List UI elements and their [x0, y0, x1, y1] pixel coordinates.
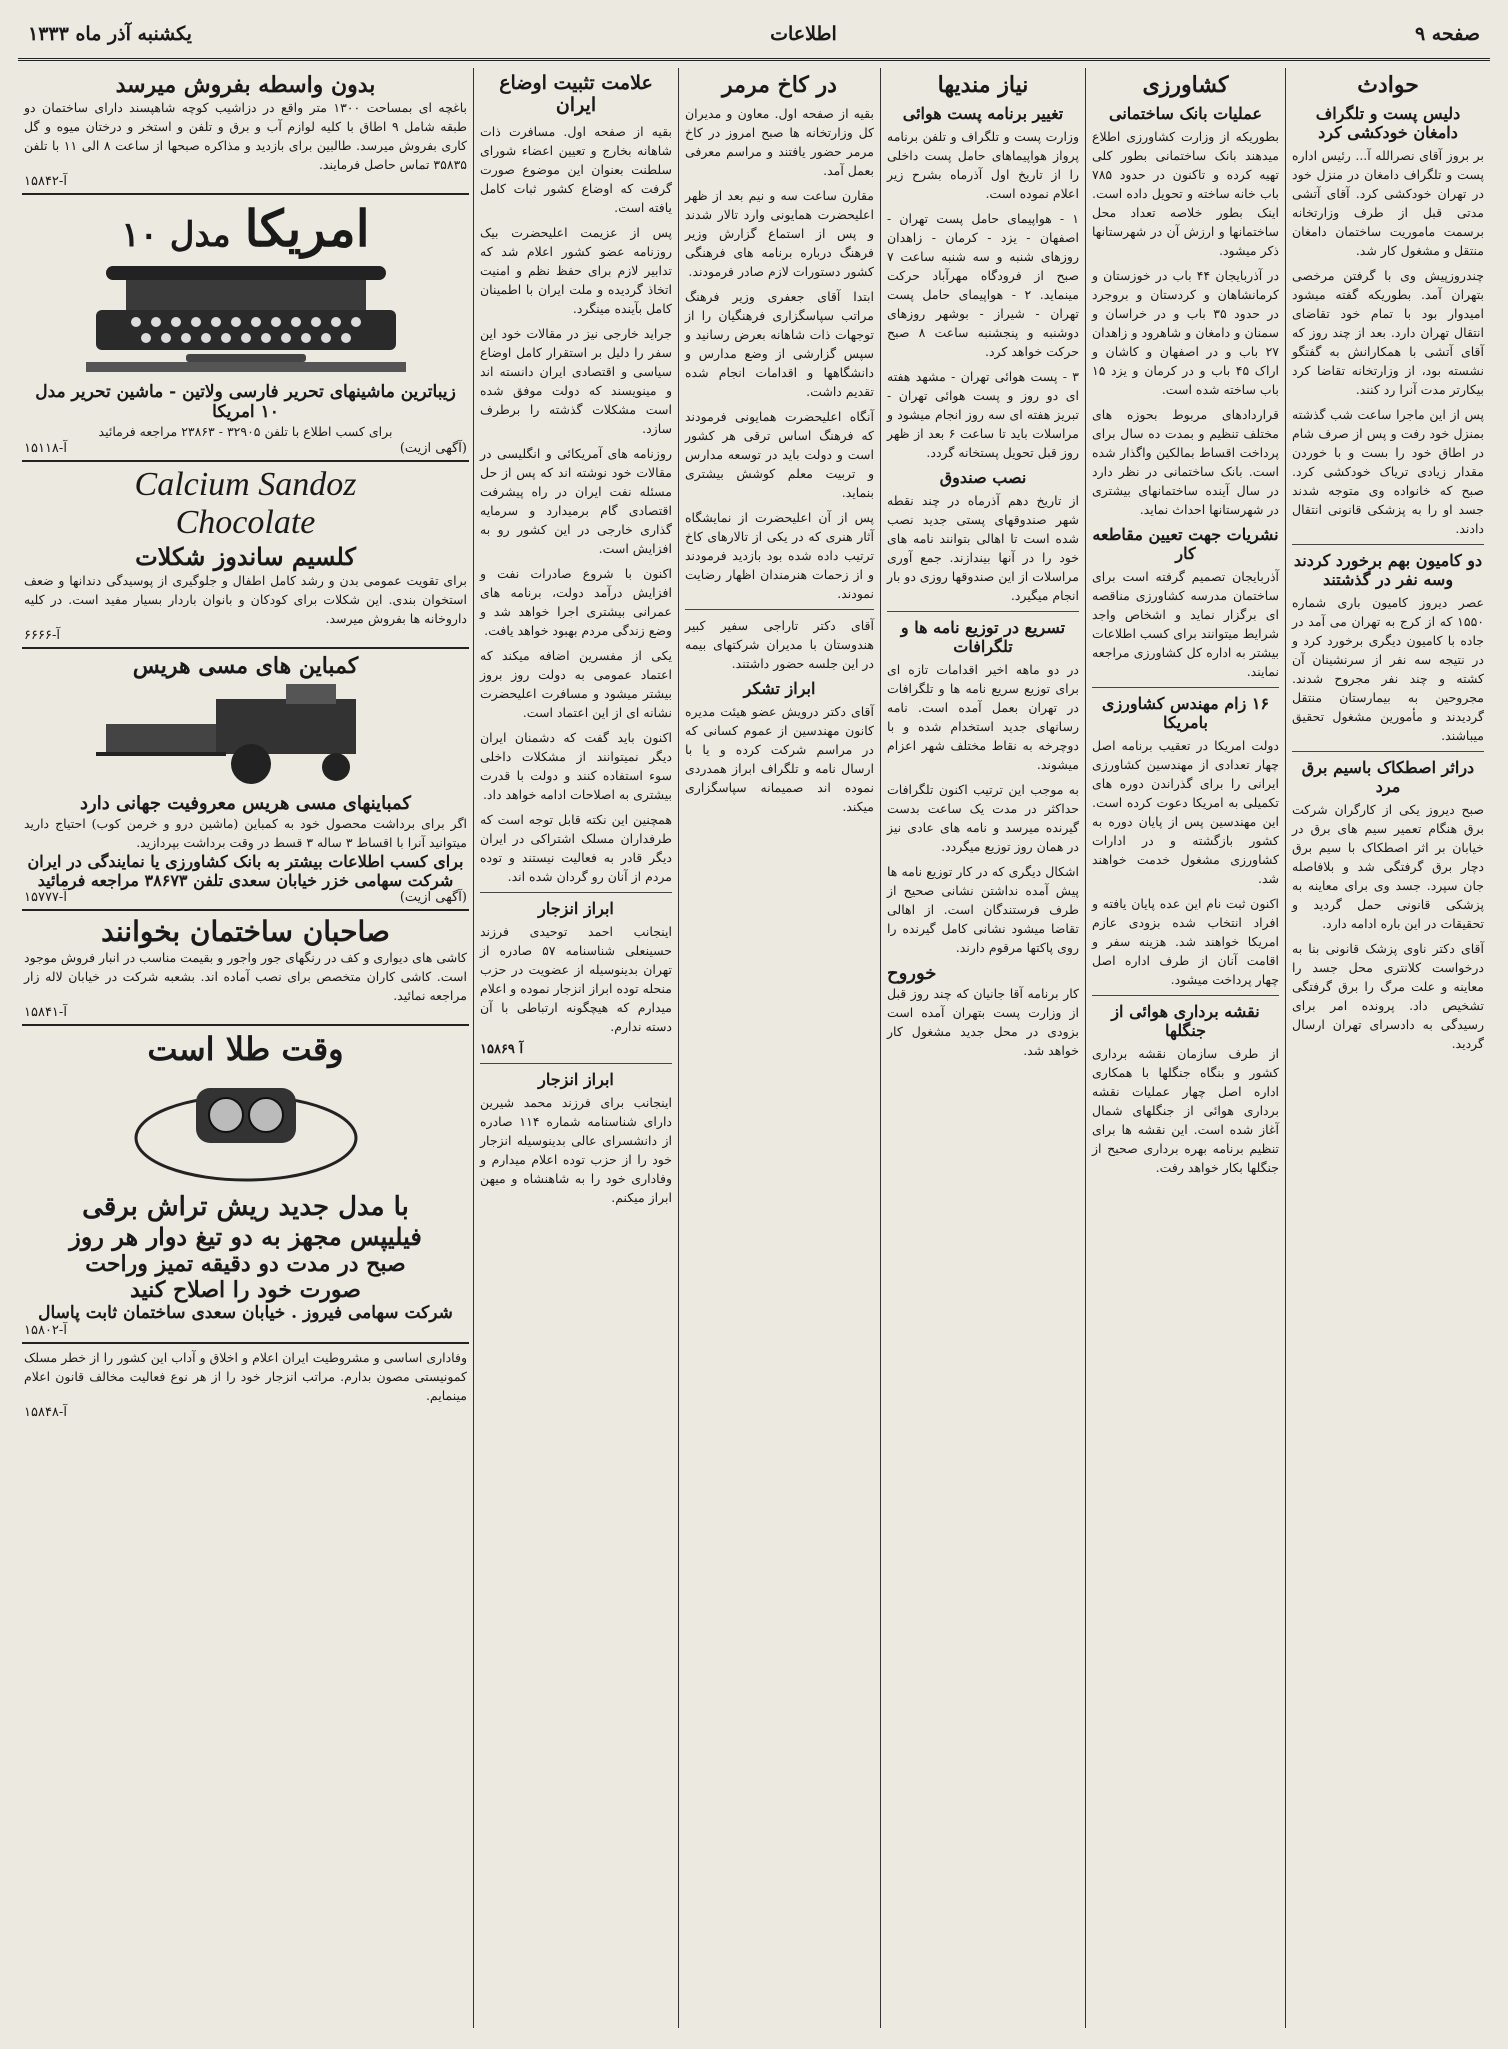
needs-title: نیاز مندیها	[937, 72, 1029, 98]
building-ad-text: باغچه ای بمساحت ۱۳۰۰ متر واقع در دزاشیب کوچه شاهپسند دارای ساختمان دو طبقه شامل ۹ اطاق با کلیه لوازم آب و برق و تلفن و استخر و درختان میوه و گل کاری بفروش میرسد. طالبین برای بازدید و مذاکره صبحها از ساعت ۸ الی ۱۱ با تلفن ۳۵۸۳۵ تماس حاصل فرمایند.	[24, 100, 467, 172]
newspaper-page	[18, 10, 1490, 2040]
agriculture-headline-1: عملیات بانک ساختمانی	[1108, 104, 1262, 123]
agriculture-title: کشاورزی	[1142, 72, 1229, 98]
typewriter-model: مدل ۱۰	[121, 215, 231, 255]
needs-paragraph: به موجب این ترتیب اکنون تلگرافات حداکثر در مدت یک ساعت بدست گیرنده میرسد و نامه های عادی نیز در همان روز توزیع میگردد.	[887, 782, 1079, 854]
events-headline-2: دو کامیون بهم برخورد کردند وسه نفر در گذشتند	[1293, 551, 1483, 589]
marble-paragraph: آنگاه اعلیحضرت همایونی فرمودند که فرهنگ اساس ترقی هر کشور است و دولت باید در توسعه مدارس و تربیت معلم کوشش بیشتری بنماید.	[685, 409, 874, 500]
owners-text: کاشی های دیواری و کف در رنگهای جور واجور و بقیمت مناسب در انبار فروش موجود است. کاشی کاران متخصص برای نصب آماده اند. بشعبه شرکت در خیابان لاله زار مراجعه نمائید.	[24, 950, 467, 1003]
calcium-ad	[22, 462, 469, 649]
divider	[685, 609, 874, 610]
iran-paragraph: اکنون با شروع صادرات نفت و افزایش درآمد دولت، برنامه های عمرانی بیشتری اجرا خواهد شد و وضع زندگی مردم بهبود خواهد یافت.	[480, 566, 672, 638]
needs-paragraph: وزارت پست و تلگراف و تلفن برنامه پرواز هواپیماهای حامل پست داخلی را از تاریخ اول آذرماه بشرح زیر اعلام نموده است.	[887, 129, 1079, 201]
needs-signature: خوروح	[887, 963, 937, 984]
agriculture-paragraph: آذربایجان تصمیم گرفته است برای ساختمان مدرسه کشاورزی مناقصه ای برگزار نماید و اشخاص واجد شرایط میتوانند برای کسب اطلاعات بیشتر به اداره کل کشاورزی مراجعه نمایند.	[1092, 569, 1279, 679]
iran-column	[473, 68, 678, 2028]
iran-paragraph: اکنون باید گفت که دشمنان ایران دیگر نمیتوانند از مشکلات داخلی سوء استفاده کنند و دولت با قدرت بیشتری به اصلاحات ادامه خواهد داد.	[480, 730, 672, 802]
owners-code: آ-۱۵۸۴۱	[24, 1005, 67, 1020]
electric-shaver-icon	[116, 1068, 376, 1188]
calcium-text: برای تقویت عمومی بدن و رشد کامل اطفال و جلوگیری از پوسیدگی دندانها و ضعف استخوان بندی. این شکلات برای کودکان و بانوان باردار بسیار مفید است. در کلیه داروخانه ها بفروش میرسد.	[24, 573, 467, 626]
marble-paragraph: آقای دکتر تاراجی سفیر کبیر هندوستان با مدیران شرکتهای بیمه در این جلسه حضور داشتند.	[685, 618, 874, 671]
shaver-line-1: با مدل جدید ریش تراش برقی	[82, 1192, 409, 1222]
iran-paragraph: جراید خارجی نیز در مقالات خود این سفر را دلیل بر استقرار کامل اوضاع سیاسی و اقتصادی ایران دانسته اند و مینویسند که دولت موفق شده است مشکلات گذشته را برطرف سازد.	[480, 326, 672, 436]
iran-paragraph: پس از عزیمت اعلیحضرت بیک روزنامه عضو کشور اعلام شد که تدابیر لازم برای حفظ نظم و امنیت اتخاذ گردیده و ملت ایران با اطمینان کامل بآینده مینگرد.	[480, 225, 672, 316]
marble-column	[678, 68, 880, 2028]
divider	[1092, 687, 1279, 688]
combine-ad	[22, 649, 469, 911]
shaver-line-4: صورت خود را اصلاح کنید	[130, 1277, 361, 1303]
combine-note: (آگهی ازیت)	[399, 890, 467, 905]
divider	[1292, 751, 1484, 752]
needs-paragraph: در دو ماهه اخیر اقدامات تازه ای برای توزیع سریع نامه ها و تلگرافات در تهران بعمل آمده است. نامه رسانهای جدید استخدام شده و با دوچرخه به نقاط مختلف شهر اعزام میشوند.	[887, 662, 1079, 772]
shaver-contact: شرکت سهامی فیروز . خیابان سعدی ساختمان ثابت پاسال	[38, 1303, 453, 1323]
iran-paragraph: روزنامه های آمریکائی و انگلیسی در مقالات خود نوشته اند که پس از حل مسئله نفت ایران در راه پیشرفت اقتصادی گام برمیدارد و سرمایه گذاری خارجی در این کشور رو به افزایش است.	[480, 446, 672, 556]
marble-paragraph: پس از آن اعلیحضرت از نمایشگاه آثار هنری که در یکی از تالارهای کاخ ترتیب داده شده بود بازدید فرمودند و از زحمات هنرمندان اظهار رضایت نمودند.	[685, 510, 874, 601]
typewriter-line-2: برای کسب اطلاع با تلفن ۳۲۹۰۵ - ۲۳۸۶۳ مراجعه فرمائید	[98, 424, 393, 439]
marble-paragraph: مقارن ساعت سه و نیم بعد از ظهر اعلیحضرت همایونی وارد تالار شدند و پس از استماع گزارش وزیر فرهنگ درباره برنامه های فرهنگی کشور دستورات لازم صادر فرمودند.	[685, 188, 874, 279]
shaver-code: آ-۱۵۸۰۲	[24, 1323, 67, 1338]
needs-paragraph: کار برنامه آقا جانیان که چند روز قبل از وزارت پست بتهران آمده است بزودی در محل جدید مشغول کار خواهد شد.	[887, 986, 1079, 1058]
newspaper-name: اطلاعات	[770, 23, 837, 45]
shaver-line-3: صبح در مدت دو دقیقه تمیز وراحت	[85, 1251, 406, 1277]
calcium-title: کلسیم ساندوز شکلات	[135, 542, 356, 571]
iran-paragraph: اینجانب برای فرزند محمد شیرین دارای شناسنامه شماره ۱۱۴ صادره از دانشسرای عالی بدینوسیله انزجار خود را از حزب توده اعلام میدارم و وفاداری خود را به شاهنشاه و میهن ابراز میکنم.	[480, 1095, 672, 1205]
agriculture-paragraph: قراردادهای مربوط بحوزه های مختلف تنظیم و بمدت ده سال برای پرداخت اقساط بمالکین واگذار شده است. بانک ساختمانی در نظر دارد در سال آینده ساختمانهای بیشتری در شهرستانها احداث نماید.	[1092, 407, 1279, 517]
events-column	[1285, 68, 1490, 2028]
needs-paragraph: ۱ - هواپیمای حامل پست تهران - اصفهان - یزد - کرمان - زاهدان روزهای شنبه و سه شنبه ساعت ۷ صبح از فرودگاه مهرآباد حرکت مینماید. ۲ - هواپیمای حامل پست تهران - شیراز - بوشهر روزهای دوشنبه و پنجشنبه ساعت ۸ صبح حرکت خواهد کرد.	[887, 211, 1080, 359]
agriculture-paragraph: از طرف سازمان نقشه برداری کشور و بنگاه جنگلها با همکاری اداره اصل چهار عملیات نقشه برداری هوائی از جنگلهای شمال آغاز شده است. این نقشه ها برای تنظیم برنامه بهره برداری صحیح از جنگلها بکار خواهد رفت.	[1092, 1046, 1279, 1175]
issue-date: یکشنبه آذر ماه ۱۳۳۳	[28, 23, 192, 45]
needs-paragraph: از تاریخ دهم آذرماه در چند نقطه شهر صندوقهای پستی جدید نصب شده است تا اهالی بتوانند نامه های خود را در آنها بیندازند. جمع آوری مراسلات از این صندوقها روزی دو بار انجام میگیرد.	[887, 493, 1079, 603]
building-ad-title: بدون واسطه بفروش میرسد	[115, 72, 376, 98]
owners-ad	[22, 911, 469, 1026]
agriculture-paragraph: در آذربایجان ۴۴ باب در خوزستان و کرمانشاهان و کردستان و بروجرد در حدود ۳۵ باب و در خراسان و سمنان و دامغان و شاهرود و زاهدان ۲۷ باب و در اصفهان و کاشان و اراک ۴۵ باب و در کرمان و یزد ۱۵ باب ساخته شده است.	[1092, 268, 1280, 397]
marble-headline-2: ابراز تشکر	[743, 679, 816, 698]
divider	[887, 611, 1079, 612]
typewriter-line-1: زیباترین ماشینهای تحریر فارسی ولاتین - ماشین تحریر مدل ۱۰ امریکا	[35, 382, 456, 422]
divider	[1092, 995, 1279, 996]
agriculture-headline-2: نشریات جهت تعیین مقاطعه کار	[1092, 525, 1279, 563]
events-paragraph: صبح دیروز یکی از کارگران شرکت برق هنگام تعمیر سیم های برق در خیابان بر اثر اصطکاک با سیم برق دچار برق گرفتگی شد و بلافاصله جان سپرد. جسد وی برای معاینه به پزشکی قانونی حمل گردید و تحقیقات در این باره ادامه دارد.	[1292, 802, 1484, 931]
typewriter-icon	[66, 258, 426, 378]
masthead	[18, 10, 1490, 61]
events-headline-1: دلیس پست و تلگراف دامغان خودکشی کرد	[1315, 104, 1461, 142]
combine-title: کمباین های مسی هریس	[132, 653, 359, 679]
bottom-notice-code: آ-۱۵۸۴۸	[24, 1405, 67, 1420]
agriculture-paragraph: بطوریکه از وزارت کشاورزی اطلاع میدهند بانک ساختمانی بطور کلی تهیه کرده و تاکنون در حدود ۷۸۵ باب خانه ساخته و تحویل داده است. اینک بطور خلاصه تعداد محل ساختمانها و ارزش آن در شهرستانها ذکر میشود.	[1092, 129, 1279, 258]
iran-paragraph: اینجانب احمد توحیدی فرزند حسینعلی شناسنامه ۵۷ صادره از تهران بدینوسیله از عضویت در حزب منحله توده ابراز انزجار نموده و اعلام میدارم که هیچگونه ارتباطی با آن دسته ندارم.	[480, 924, 672, 1034]
agriculture-paragraph: اکنون ثبت نام این عده پایان یافته و افراد انتخاب شده بزودی عازم امریکا خواهند شد. هزینه سفر و اقامت آنان از طرف اداره اصل چهار پرداخت میشود.	[1092, 896, 1279, 987]
owners-title: صاحبان ساختمان بخوانند	[101, 915, 390, 948]
calcium-code: آ-۶۶۶۶	[24, 628, 60, 643]
building-ad-code: آ-۱۵۸۴۲	[24, 174, 67, 189]
typewriter-brand: امریکا	[244, 199, 370, 258]
building-sale-ad	[22, 68, 469, 195]
iran-headline-3: ابراز انزجار	[538, 1070, 614, 1089]
iran-title: علامت تثبیت اوضاع ایران	[499, 72, 653, 116]
agriculture-headline-3: ۱۶ زام مهندس کشاورزی بامریکا	[1101, 694, 1270, 732]
needs-column	[880, 68, 1085, 2028]
needs-headline-3: تسریع در توزیع نامه ها و تلگرافات	[900, 618, 1066, 656]
bottom-notice-text: وفاداری اساسی و مشروطیت ایران اعلام و اخلاق و آداب این کشور را از خطر مسلک کمونیستی مصون بدارم. مراتب انزجار خود را از هر نوع فعالیت مخالف قانون اعلام مینمایم.	[24, 1350, 467, 1403]
iran-paragraph: یکی از مفسرین اضافه میکند که اعتماد عمومی به دولت روز بروز بیشتر میشود و مسافرت اعلیحضرت نشانه ای از این اعتماد است.	[480, 648, 672, 720]
agriculture-column	[1085, 68, 1285, 2028]
shaver-ad	[22, 1026, 469, 1344]
marble-paragraph: بقیه از صفحه اول. معاون و مدیران کل وزارتخانه ها صبح امروز در کاخ مرمر حضور یافتند و مراسم معرفی بعمل آمد.	[685, 106, 874, 178]
events-paragraph: آقای دکتر ناوی پزشک قانونی بنا به درخواست کلانتری محل جسد را معاینه و علت مرگ را برق گرفتگی تشخیص داد. پرونده امر برای رسیدگی به دادسرای تهران ارسال گردید.	[1292, 941, 1484, 1051]
combine-text: اگر برای برداشت محصول خود به کمباین (ماشین درو و خرمن کوب) احتیاج دارید میتوانید آنرا با اقساط ۳ ساله ۳ قسط در وقت برداشت بپردازید.	[24, 816, 467, 850]
marble-paragraph: ابتدا آقای جعفری وزیر فرهنگ مراتب سپاسگزاری فرهنگیان را از توجهات ذات شاهانه بعرض رسانید و سپس گزارشی از وضع مدارس و دانشگاهها و اقدامات انجام شده تقدیم داشت.	[685, 289, 874, 399]
iran-paragraph: بقیه از صفحه اول. مسافرت ذات شاهانه بخارج و تعیین اعضاء شورای سلطنت بعنوان این موضوع صورت گرفت که اوضاع کشور ثبات کامل یافته است.	[480, 124, 672, 215]
iran-headline-2: ابراز انزجار	[538, 899, 614, 918]
shaver-title: وقت طلا است	[147, 1030, 344, 1068]
divider	[1292, 544, 1484, 545]
needs-headline-1: تغییر برنامه پست هوائی	[902, 104, 1064, 123]
events-paragraph: چندروزپیش وی با گرفتن مرخصی بتهران آمد. بطوریکه گفته میشود امیدوار بود با تمام خود تقاضای انتقال تهران دارد. بعد از چند روز که آقای آتشی با همکارانش به گفتگو نشسته بود، از وزارتخانه تقاضا کرد بیکارتر مدت آنرا رد کنند.	[1292, 268, 1484, 397]
combine-code: آ-۱۵۷۷۷	[24, 890, 67, 905]
needs-paragraph: اشکال دیگری که در کار توزیع نامه ها پیش آمده نداشتن نشانی صحیح از طرف فرستندگان است. از اهالی تقاضا میشود نشانی کامل گیرنده را روی پاکتها مرقوم دارند.	[887, 864, 1079, 955]
events-paragraph: عصر دیروز کامیون باری شماره ۱۵۵۰ که از کرج به تهران می آمد در جاده با کامیون دیگری برخورد کرد و در نتیجه سه نفر از سرنشینان آن کشته و چند نفر مجروح شدند. مجروحین به بیمارستان منتقل گردیدند و مأمورین مشغول تحقیق میباشند.	[1292, 595, 1484, 743]
calcium-latin-2: Chocolate	[175, 504, 316, 541]
combine-harvester-icon	[86, 679, 406, 789]
events-paragraph: پس از این ماجرا ساعت شب گذشته بمنزل خود رفت و پس از صرف شام در اطاق خود را بست و با خوردن مقدار زیادی تریاک خودکشی کرد. صبح که خانواده وی متوجه شدند جسد او را به پزشکی قانونی انتقال دادند.	[1292, 407, 1484, 536]
events-headline-3: دراثر اصطکاک باسیم برق مرد	[1301, 758, 1475, 796]
combine-contact: برای کسب اطلاعات بیشتر به بانک کشاورزی یا نمایندگی در ایران شرکت سهامی خزر خیابان سعدی تلفن ۳۸۶۷۳ مراجعه فرمائید	[27, 852, 464, 890]
divider	[480, 1063, 672, 1064]
typewriter-note: (آگهی ازیت)	[399, 441, 467, 456]
iran-paragraph: همچنین این نکته قابل توجه است که طرفداران مسلک اشتراکی در ایران دیگر قادر به فعالیت نیستند و توده مردم از آنان رو گردان شده اند.	[480, 812, 672, 884]
needs-paragraph: ۳ - پست هوائی تهران - مشهد هفته ای دو روز و پست هوائی تهران - تبریز هفته ای سه روز انجام میشود و مراسلات باید تا ساعت ۶ بعد از ظهر روز قبل تحویل پستخانه گردد.	[887, 369, 1080, 460]
iran-ad-code: آ ۱۵۸۶۹	[480, 1042, 524, 1057]
typewriter-ad	[22, 195, 469, 462]
events-title: حوادث	[1357, 72, 1419, 98]
bottom-notice	[22, 1344, 469, 1424]
page-number: صفحه ۹	[1414, 23, 1480, 45]
agriculture-paragraph: دولت امریکا در تعقیب برنامه اصل چهار تعدادی از مهندسین کشاورزی ایرانی را برای گذراندن دوره های تکمیلی به امریکا دعوت کرده است. این مهندسین پس از پایان دوره به کشور بازگشته و در ادارات کشاورزی مشغول خدمت خواهند شد.	[1092, 738, 1279, 886]
typewriter-code: آ-۱۵۱۱۸	[24, 441, 67, 456]
agriculture-headline-4: نقشه برداری هوائی از جنگلها	[1111, 1002, 1260, 1040]
combine-slogan: کمباینهای مسی هریس معروفیت جهانی دارد	[80, 793, 411, 814]
calcium-latin-1: Calcium Sandoz	[134, 466, 357, 503]
shaver-line-2: فیلیپس مجهز به دو تیغ دوار هر روز	[69, 1222, 422, 1251]
ads-column	[18, 68, 473, 2028]
events-paragraph: بر بروز آقای نصرالله آ... رئیس اداره پست و تلگراف دامغان در منزل خود در تهران خودکشی کرد. آقای آتشی مدتی قبل از طرف وزارتخانه برسمت ماموریت ساختمان دامغان منتقل و مشغول کار شد.	[1292, 148, 1484, 258]
marble-paragraph: آقای دکتر درویش عضو هیئت مدیره کانون مهندسین از عموم کسانی که در مراسم شرکت کرده و یا با ارسال نامه و تلگراف ابراز همدردی نموده اند صمیمانه سپاسگزاری میکند.	[685, 704, 874, 814]
marble-title: در کاخ مرمر	[722, 72, 837, 98]
divider	[480, 892, 672, 893]
needs-headline-2: نصب صندوق	[939, 468, 1027, 487]
